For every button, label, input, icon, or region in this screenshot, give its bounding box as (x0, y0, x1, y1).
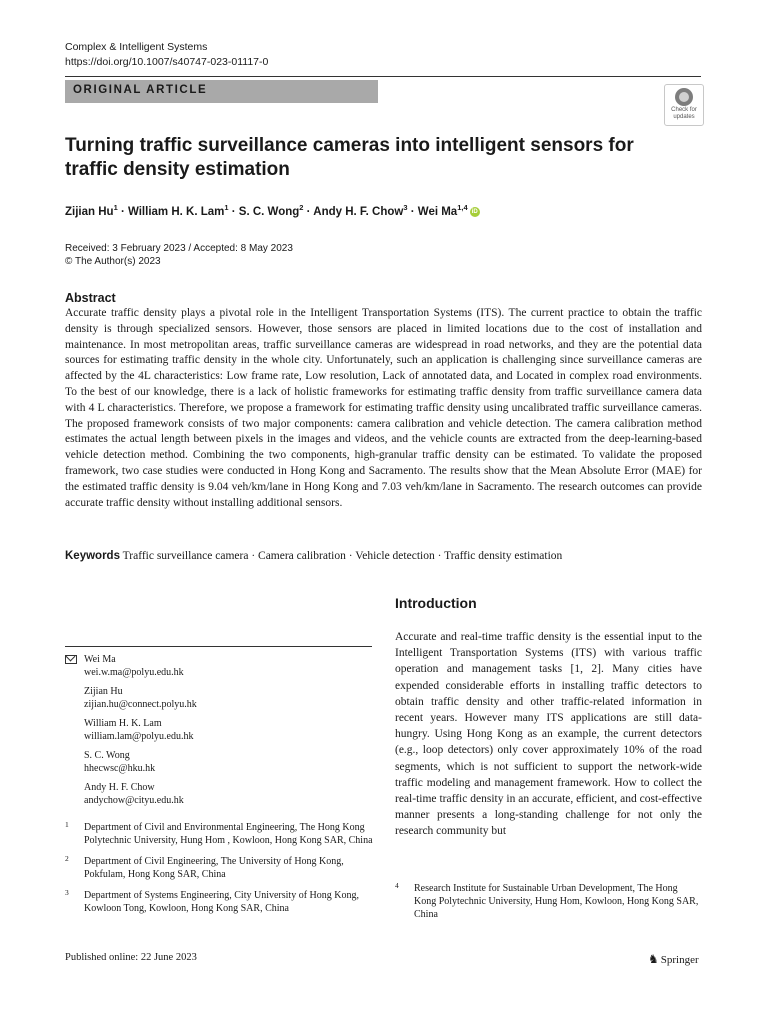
contact-entry (84, 781, 197, 807)
author-separator: · (231, 205, 236, 218)
footnote-rule (65, 646, 372, 647)
introduction-text: Accurate and real-time traffic density is the essential input to the Intelligent Transportation Systems (ITS) with various traffic operation and management tasks [1, 2]. Many cities have expended considerable efforts in installing traffic detectors to obtain traffic density and other traffic-related information in recent years. However many ITS applications are still data-hungry. Using Hong Kong as an example, the current detectors (e.g., loop detectors) only cover approximately 10% of the road segments, which is not sufficient to support the network-wide traffic modeling and management framework. How to collect the real-time traffic density in an accurate, efficient, and cost-effective manner presents a long-standing challenge for not only the research community but (395, 631, 702, 838)
affiliation-number: 2 (65, 854, 69, 863)
introduction-heading: Introduction (395, 595, 477, 611)
article-type-bar (65, 80, 378, 103)
affiliation-entry (65, 889, 375, 915)
author-affil-sup: 1,4 (457, 203, 468, 212)
orcid-icon[interactable]: iD (471, 208, 478, 215)
author-affil-sup: 1 (113, 203, 118, 212)
contact-email[interactable]: hhecwsc@hku.hk (84, 763, 156, 774)
contact-name: William H. K. Lam (84, 718, 162, 729)
author-affil-sup: 2 (299, 203, 304, 212)
check-for-updates-badge[interactable] (664, 84, 704, 126)
article-dates (65, 242, 293, 268)
springer-horse-icon: ♞ (648, 952, 659, 966)
author-separator: · (306, 205, 311, 218)
contact-email[interactable]: william.lam@polyu.edu.hk (84, 731, 194, 742)
contact-name: Andy H. F. Chow (84, 782, 155, 793)
author-name[interactable]: S. C. Wong (238, 205, 300, 218)
author-affil-sup: 1 (224, 203, 229, 212)
journal-header (65, 40, 268, 70)
contact-name: Wei Ma (84, 654, 116, 665)
received-accepted: Received: 3 February 2023 / Accepted: 8 May 2023 (65, 243, 293, 254)
affiliation-list (65, 821, 375, 923)
paper-title: Turning traffic surveillance cameras into intelligent sensors for traffic density estimation (65, 135, 634, 180)
envelope-icon (65, 655, 77, 664)
author-name[interactable]: William H. K. Lam (127, 205, 225, 218)
check-updates-line2: updates (673, 114, 695, 120)
affiliation-text: Department of Systems Engineering, City University of Hong Kong, Kowloon Tong, Kowloon, Hong Kong SAR, China (84, 890, 359, 914)
journal-name: Complex & Intelligent Systems (65, 41, 208, 53)
check-updates-icon (675, 88, 693, 106)
affiliation-entry (65, 855, 375, 881)
article-type-label: ORIGINAL ARTICLE (73, 84, 208, 96)
author-list (65, 203, 480, 218)
keywords-label: Keywords (65, 550, 120, 562)
contact-name: Zijian Hu (84, 686, 123, 697)
author-name[interactable]: Wei Ma (417, 205, 458, 218)
keywords (65, 550, 705, 562)
author-separator: · (410, 205, 415, 218)
contact-email[interactable]: wei.w.ma@polyu.edu.hk (84, 667, 184, 678)
author-name[interactable]: Zijian Hu (65, 205, 114, 218)
check-updates-line1: Check for (671, 107, 697, 113)
affiliation-text: Department of Civil Engineering, The University of Hong Kong, Pokfulam, Hong Kong SAR, China (84, 856, 344, 880)
contact-entry (84, 653, 197, 679)
contact-email[interactable]: andychow@cityu.edu.hk (84, 795, 184, 806)
contact-list (65, 653, 197, 813)
contact-entry (84, 749, 197, 775)
author-separator: · (120, 205, 125, 218)
contact-email[interactable]: zijian.hu@connect.polyu.hk (84, 699, 197, 710)
keywords-list: Traffic surveillance camera · Camera calibration · Vehicle detection · Traffic density estimation (122, 550, 563, 562)
publisher-name: Springer (660, 954, 699, 966)
affiliation-text: Research Institute for Sustainable Urban Development, The Hong Kong Polytechnic University, Hung Hom, Kowloon, Hong Kong SAR, China (414, 883, 699, 920)
affiliation-entry (395, 882, 702, 921)
header-rule (65, 76, 701, 77)
author-affil-sup: 3 (403, 203, 408, 212)
doi-link[interactable]: https://doi.org/10.1007/s40747-023-01117-0 (65, 56, 269, 68)
affiliation-text: Department of Civil and Environmental Engineering, The Hong Kong Polytechnic University, Hung Hom , Kowloon, Hong Kong SAR, China (84, 822, 373, 846)
author-name[interactable]: Andy H. F. Chow (313, 205, 404, 218)
published-online: Published online: 22 June 2023 (65, 952, 197, 963)
affiliation-number: 1 (65, 820, 69, 829)
affiliation-number: 4 (395, 881, 399, 890)
affiliation-entry (65, 821, 375, 847)
contact-name: S. C. Wong (84, 750, 130, 761)
affiliation-list-right (395, 882, 702, 929)
contact-entry (84, 685, 197, 711)
abstract-text: Accurate traffic density plays a pivotal role in the Intelligent Transportation Systems (ITS). The current practice to obtain the traffic density is through specialized sensors. However, those sensors are placed in limited locations due to the cost of installation and maintenance. In most metropolitan areas, traffic surveillance cameras are widespread in road networks, and they are the potential data sources for estimating traffic density in the whole city. Unfortunately, such an application is challenging since surveillance cameras are affected by the 4L characteristics: Low frame rate, Low resolution, Lack of annotated data, and Located in complex road environments. To the best of our knowledge, there is a lack of holistic frameworks for estimating traffic density from traffic surveillance camera data with 4 L characteristics. Therefore, we propose a framework for estimating traffic density using uncalibrated traffic surveillance cameras. The proposed framework consists of two major components: camera calibration and vehicle detection. The camera calibration method estimates the actual length between pixels in the images and videos, and the vehicle counts are extracted from the deep-learning-based vehicle detection method. Combining the two components, high-granular traffic density can be estimated. To validate the proposed framework, two case studies were conducted in Hong Kong and Sacramento. The results show that the Mean Absolute Error (MAE) for the estimated traffic density is 9.04 veh/km/lane in Hong Kong and 7.03 veh/km/lane in Sacramento. The research outcomes can provide accurate traffic density without installing additional sensors. (65, 307, 702, 509)
abstract-heading: Abstract (65, 291, 116, 305)
contact-entry (84, 717, 197, 743)
affiliation-number: 3 (65, 888, 69, 897)
publisher-logo (648, 952, 699, 967)
copyright: © The Author(s) 2023 (65, 256, 161, 267)
